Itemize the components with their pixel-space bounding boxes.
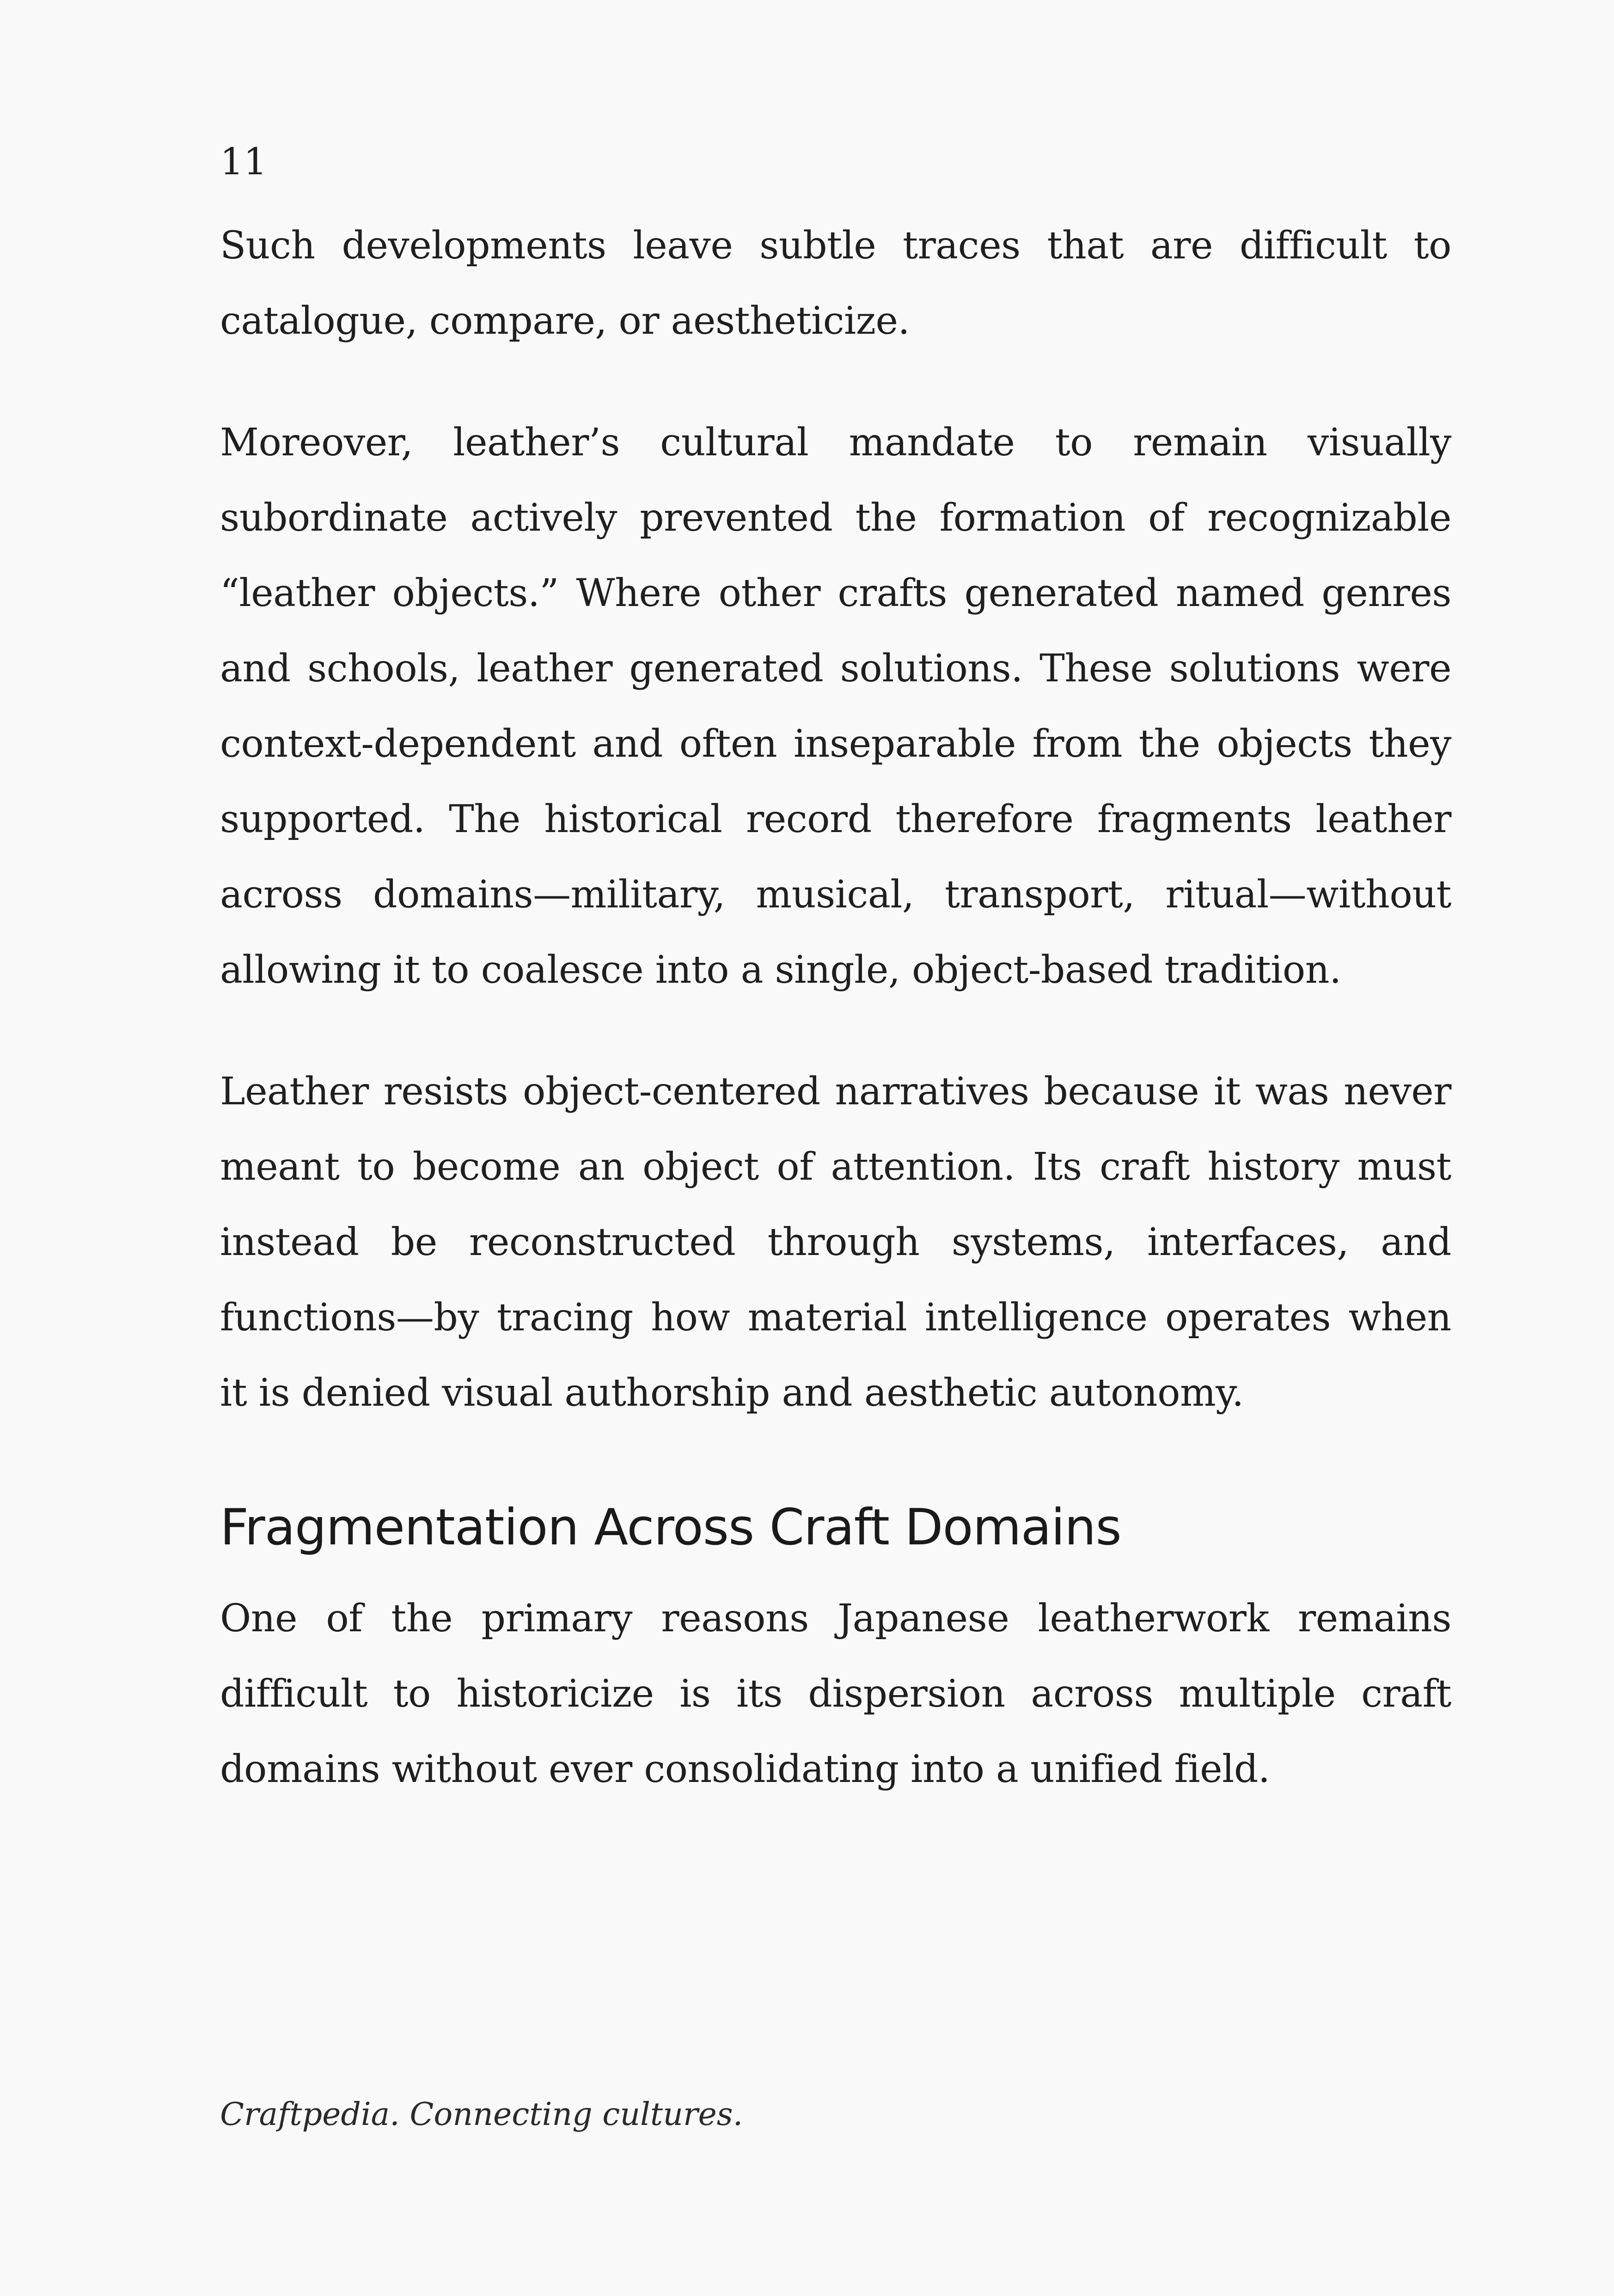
document-page — [220, 0, 1451, 2296]
paragraph-4: One of the primary reasons Japanese leatherwork remains difficult to historicize is its dispersion across multiple craft domains without ever consolidating into a unified field. — [220, 1597, 1451, 1791]
section-heading: Fragmentation Across Craft Domains — [220, 1499, 1121, 1556]
paragraph-1: Such developments leave subtle traces that are difficult to catalogue, compare, or aestheticize. — [220, 224, 1451, 343]
paragraph-2: Moreover, leather’s cultural mandate to remain visually subordinate actively prevented the formation of recognizable “leather objects.” Where other crafts generated named genres and schools, leather generated solutions. These solutions were context-dependent and often inseparable from the objects they supported. The historical record therefore fragments leather across domains—military, musical, transport, ritual—without allowing it to coalesce into a single, object-based tradition. — [220, 421, 1451, 992]
body-text — [220, 208, 1451, 1853]
page-footer: Craftpedia. Connecting cultures. — [220, 2096, 743, 2133]
paragraph-3: Leather resists object-centered narratives because it was never meant to become an object of attention. Its craft history must instead be reconstructed through systems, interfaces, and functions—by tracing how material intelligence operates when it is denied visual authorship and aesthetic autonomy. — [220, 1070, 1451, 1415]
page-number: 11 — [220, 140, 267, 183]
